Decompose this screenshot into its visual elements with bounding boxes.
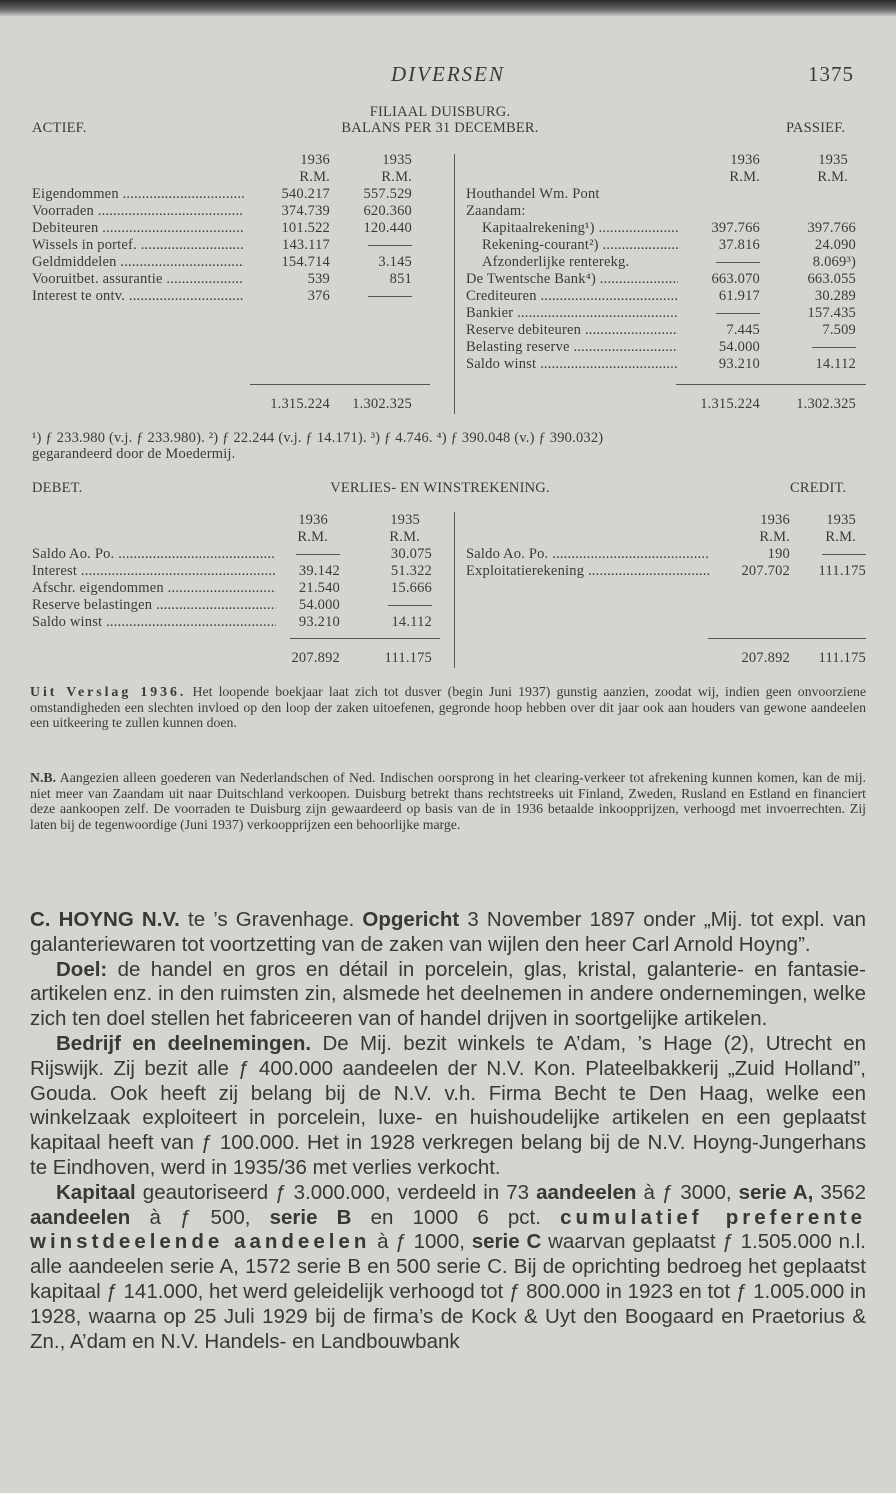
passief-total-1936: 1.315.224 bbox=[700, 396, 760, 412]
kapitaal-text: serie B bbox=[269, 1205, 352, 1229]
passief-label: Afzonderlijke renterekg. bbox=[482, 254, 630, 270]
debet-label: Saldo winst ..... bbox=[32, 614, 276, 630]
debet-value: 30.075 bbox=[390, 546, 432, 562]
passief-unit-1936: R.M. bbox=[729, 169, 760, 185]
debet-total-rule bbox=[290, 638, 440, 639]
credit-value: 111.175 bbox=[818, 563, 866, 579]
nb-lead: N.B. bbox=[30, 770, 57, 785]
page-number: 1375 bbox=[808, 62, 854, 86]
debet-value: 54.000 bbox=[298, 597, 340, 613]
doel-text: de handel en gros en détail in porcelein, glas, kristal, galanterie- en fantasie-artikelen enz. in den ruimsten zin, alsmede het deelnemen in andere ondernemingen, welke zich ten doel stellen het fabriceeren van of handel drijven in soortgelijke artikelen. bbox=[30, 957, 866, 1031]
debet-year-1935: 1935 bbox=[390, 512, 420, 528]
passief-label: Saldo winst ..... bbox=[466, 356, 678, 372]
debet-label: Reserve belastingen ..... bbox=[32, 597, 276, 613]
nil-dash bbox=[716, 262, 760, 263]
passief-value: 30.289 bbox=[814, 288, 856, 304]
company-entry bbox=[30, 908, 866, 1354]
debet-year-1936: 1936 bbox=[298, 512, 328, 528]
actief-value: 143.117 bbox=[282, 237, 330, 253]
actief-value: 101.522 bbox=[281, 220, 330, 236]
debet-total-1936: 207.892 bbox=[291, 650, 340, 666]
passief-1935-column bbox=[766, 186, 856, 373]
actief-value: 851 bbox=[389, 271, 412, 287]
credit-1936-column bbox=[718, 546, 790, 580]
nil-dash bbox=[296, 554, 340, 555]
passief-label: De Twentsche Bank⁴) ..... bbox=[466, 271, 678, 287]
nil-dash bbox=[368, 296, 412, 297]
company-name: C. HOYNG N.V. bbox=[30, 908, 180, 931]
balans-label-passief: PASSIEF. bbox=[786, 120, 846, 136]
actief-label: Eigendommen ..... bbox=[32, 186, 244, 202]
kapitaal-text: serie A, bbox=[738, 1180, 814, 1204]
kapitaal-text: à ƒ 1000, bbox=[377, 1230, 465, 1254]
passief-year-1935: 1935 bbox=[818, 152, 848, 168]
debet-value: 93.210 bbox=[298, 614, 340, 630]
kapitaal-text: geautoriseerd ƒ 3.000.000, verdeeld in 73 bbox=[142, 1180, 530, 1204]
actief-total-1936: 1.315.224 bbox=[270, 396, 330, 412]
passief-value: 54.000 bbox=[718, 339, 760, 355]
passief-label: Reserve debiteuren ..... bbox=[466, 322, 678, 338]
verslag-note bbox=[30, 684, 866, 731]
nb-note bbox=[30, 770, 866, 832]
balans-heading-2: BALANS PER 31 DECEMBER. bbox=[341, 120, 539, 136]
actief-label: Interest te ontv. ..... bbox=[32, 288, 244, 304]
balans-divider bbox=[454, 154, 455, 414]
passief-year-1936: 1936 bbox=[730, 152, 760, 168]
kapitaal-text: en 1000 6 pct. bbox=[370, 1205, 541, 1229]
actief-value: 3.145 bbox=[378, 254, 412, 270]
passief-value: 61.917 bbox=[718, 288, 760, 304]
vw-label-credit: CREDIT. bbox=[790, 480, 847, 496]
kapitaal-text: 3562 bbox=[820, 1180, 866, 1204]
passief-label: Houthandel Wm. Pont bbox=[466, 186, 600, 202]
kapitaal-text: à ƒ 3000, bbox=[643, 1180, 732, 1204]
balans-footnote-1: ¹) ƒ 233.980 (v.j. ƒ 233.980). ²) ƒ 22.244 (v.j. ƒ 14.171). ³) ƒ 4.746. ⁴) ƒ 390.048 (v.) ƒ 390.032) bbox=[32, 430, 604, 446]
debet-value: 15.666 bbox=[390, 580, 432, 596]
kapitaal-text: à ƒ 500, bbox=[149, 1205, 251, 1229]
kapitaal-text: serie C bbox=[471, 1230, 542, 1254]
passief-total-1935: 1.302.325 bbox=[796, 396, 856, 412]
credit-label: Exploitatierekening ..... bbox=[466, 563, 710, 579]
credit-value: 207.702 bbox=[741, 563, 790, 579]
actief-labels bbox=[32, 186, 244, 305]
passief-label: Bankier ..... bbox=[466, 305, 678, 321]
actief-year-1936: 1936 bbox=[300, 152, 330, 168]
vw-heading: VERLIES- EN WINSTREKENING. bbox=[330, 480, 550, 496]
credit-total-1935: 111.175 bbox=[818, 650, 866, 666]
nil-dash bbox=[822, 554, 866, 555]
actief-value: 120.440 bbox=[363, 220, 412, 236]
actief-1935-column bbox=[330, 186, 412, 305]
kapitaal-text: cumulatief preferente winstdeelende aandeelen bbox=[30, 1205, 867, 1254]
balans-footnote-2: gegarandeerd door de Moedermij. bbox=[32, 446, 236, 462]
passief-value: 7.509 bbox=[822, 322, 856, 338]
nil-dash bbox=[812, 347, 856, 348]
debet-unit-1936: R.M. bbox=[297, 529, 328, 545]
debet-value: 51.322 bbox=[390, 563, 432, 579]
actief-label: Wissels in portef. ..... bbox=[32, 237, 244, 253]
passief-1936-column bbox=[680, 186, 760, 373]
passief-value: 397.766 bbox=[807, 220, 856, 236]
passief-value: 14.112 bbox=[815, 356, 856, 372]
balans-heading-1: FILIAAL DUISBURG. bbox=[369, 104, 511, 120]
scan-edge bbox=[0, 0, 896, 16]
actief-total-1935: 1.302.325 bbox=[352, 396, 412, 412]
kapitaal-text: aandeelen bbox=[30, 1205, 131, 1229]
debet-label: Afschr. eigendommen ..... bbox=[32, 580, 276, 596]
passief-value: 157.435 bbox=[807, 305, 856, 321]
passief-label: Belasting reserve ..... bbox=[466, 339, 678, 355]
credit-value: 190 bbox=[767, 546, 790, 562]
verslag-lead: Uit Verslag 1936. bbox=[30, 684, 187, 699]
bedrijf-text: De Mij. bezit winkels te A’dam, ’s Hage (2), Utrecht en Rijswijk. Zij bezit alle ƒ 400.000 aandeelen der N.V. Kon. Plateelbakkerij „Zuid Holland”, Gouda. Ook heeft zij belang bij de N.V. v.h. Firma Becht te Den Haag, welke een winkelzaak exploiteert in porcelein, luxe- en huishoudelijke artikelen en een geplaatst kapitaal heeft van ƒ 100.000. Het in 1928 verkregen belang bij de N.V. Hoyng-Jungerhans te Eindhoven, werd in 1935/36 met verlies verkocht. bbox=[30, 1031, 867, 1179]
passief-label: Crediteuren ..... bbox=[466, 288, 678, 304]
nil-dash bbox=[388, 605, 432, 606]
credit-unit-1936: R.M. bbox=[759, 529, 790, 545]
actief-value: 557.529 bbox=[363, 186, 412, 202]
actief-value: 539 bbox=[307, 271, 330, 287]
passief-label: Kapitaalrekening¹) ..... bbox=[482, 220, 678, 236]
debet-1935-column bbox=[350, 546, 432, 631]
verslag-text: Het loopende boekjaar laat zich tot dusver (begin Juni 1937) gunstig aanzien, zoodat wij, indien geen onvoorziene omstandigheden een slechten invloed op den loop der zaken uitoefenen, gegronde hoop hebben over dit jaar ook aan houders van gewone aandeelen een uitkeering te zullen kunnen doen. bbox=[30, 684, 867, 731]
debet-total-1935: 111.175 bbox=[384, 650, 432, 666]
debet-label: Interest ..... bbox=[32, 563, 276, 579]
nil-dash bbox=[716, 313, 760, 314]
debet-labels bbox=[32, 546, 276, 631]
actief-label: Vooruitbet. assurantie ..... bbox=[32, 271, 244, 287]
actief-year-1935: 1935 bbox=[382, 152, 412, 168]
passief-value: 8.069³) bbox=[812, 254, 856, 270]
debet-1936-column bbox=[280, 546, 340, 631]
credit-labels bbox=[466, 546, 710, 580]
kapitaal-text: waarvan geplaatst ƒ 1.505.000 n.l. alle aandeelen serie A, 1572 serie B en 500 serie C. Bij de oprichting bedroeg het geplaatst kapitaal ƒ 141.000, het werd geleidelijk verhoogd tot ƒ 800.000 in 1923 en tot ƒ 1.005.000 in 1928, waarna op 25 Juli 1929 bij de firma’s de Kock & Uyt den Boogaard en Praetorius & Zn., A’dam en N.V. Handels- en Landbouwbank bbox=[30, 1230, 866, 1353]
vw-label-debet: DEBET. bbox=[32, 480, 83, 496]
credit-1935-column bbox=[796, 546, 866, 580]
passief-unit-1935: R.M. bbox=[817, 169, 848, 185]
actief-value: 540.217 bbox=[281, 186, 330, 202]
passief-value: 397.766 bbox=[711, 220, 760, 236]
passief-label: Rekening-courant²) ..... bbox=[482, 237, 678, 253]
debet-value: 14.112 bbox=[391, 614, 432, 630]
passief-value: 37.816 bbox=[718, 237, 760, 253]
credit-year-1935: 1935 bbox=[826, 512, 856, 528]
credit-label: Saldo Ao. Po. ..... bbox=[466, 546, 710, 562]
passief-value: 663.055 bbox=[807, 271, 856, 287]
passief-value: 663.070 bbox=[711, 271, 760, 287]
passief-value: 93.210 bbox=[718, 356, 760, 372]
debet-value: 39.142 bbox=[298, 563, 340, 579]
kapitaal-label: Kapitaal bbox=[56, 1180, 136, 1204]
actief-label: Geldmiddelen ..... bbox=[32, 254, 244, 270]
nb-text: Aangezien alleen goederen van Nederlandschen of Ned. Indischen oorsprong in het clearing-verkeer tot afrekening kunnen komen, kan de mij. niet meer van Zaandam uit naar Duitschland verkoopen. Duisburg betrekt thans rechtstreeks uit Finland, Zweden, Rusland en Estland en financiert deze aankoopen zelf. De voorraden te Duisburg zijn gewaardeerd op basis van de in 1936 betaalde inkoopprijzen, verhoogd met invoerrechten. Zij laten bij de tegenwoordige (Juni 1937) verkoopprijzen een behoorlijke marge. bbox=[30, 770, 866, 832]
actief-value: 154.714 bbox=[281, 254, 330, 270]
passief-label: Zaandam: bbox=[466, 203, 526, 219]
opgericht-label: Opgericht bbox=[362, 908, 460, 931]
actief-value: 620.360 bbox=[363, 203, 412, 219]
balans-label-actief: ACTIEF. bbox=[32, 120, 87, 136]
kapitaal-text: aandeelen bbox=[536, 1180, 637, 1204]
credit-year-1936: 1936 bbox=[760, 512, 790, 528]
nil-dash bbox=[368, 245, 412, 246]
actief-1936-column bbox=[250, 186, 330, 305]
credit-unit-1935: R.M. bbox=[825, 529, 856, 545]
actief-label: Voorraden ..... bbox=[32, 203, 244, 219]
passief-labels bbox=[466, 186, 678, 373]
passief-value: 24.090 bbox=[814, 237, 856, 253]
credit-total-1936: 207.892 bbox=[741, 650, 790, 666]
actief-label: Debiteuren ..... bbox=[32, 220, 244, 236]
actief-value: 374.739 bbox=[281, 203, 330, 219]
company-seat: te ’s Gravenhage. bbox=[188, 908, 355, 931]
credit-total-rule bbox=[708, 638, 866, 639]
passief-total-rule bbox=[676, 384, 866, 385]
bedrijf-label: Bedrijf en deelnemingen. bbox=[56, 1031, 312, 1055]
actief-unit-1936: R.M. bbox=[299, 169, 330, 185]
page-title: DIVERSEN bbox=[391, 62, 505, 86]
vw-divider bbox=[454, 512, 455, 668]
debet-unit-1935: R.M. bbox=[389, 529, 420, 545]
passief-value: 7.445 bbox=[726, 322, 760, 338]
doel-label: Doel: bbox=[56, 957, 108, 981]
actief-unit-1935: R.M. bbox=[381, 169, 412, 185]
opgericht-text: 3 November 1897 onder „Mij. tot expl. van galanteriewaren tot voortzetting van de zaken van wijlen den heer Carl Arnold Hoyng”. bbox=[30, 908, 867, 956]
debet-label: Saldo Ao. Po. ..... bbox=[32, 546, 276, 562]
actief-value: 376 bbox=[307, 288, 330, 304]
actief-total-rule bbox=[250, 384, 430, 385]
debet-value: 21.540 bbox=[298, 580, 340, 596]
